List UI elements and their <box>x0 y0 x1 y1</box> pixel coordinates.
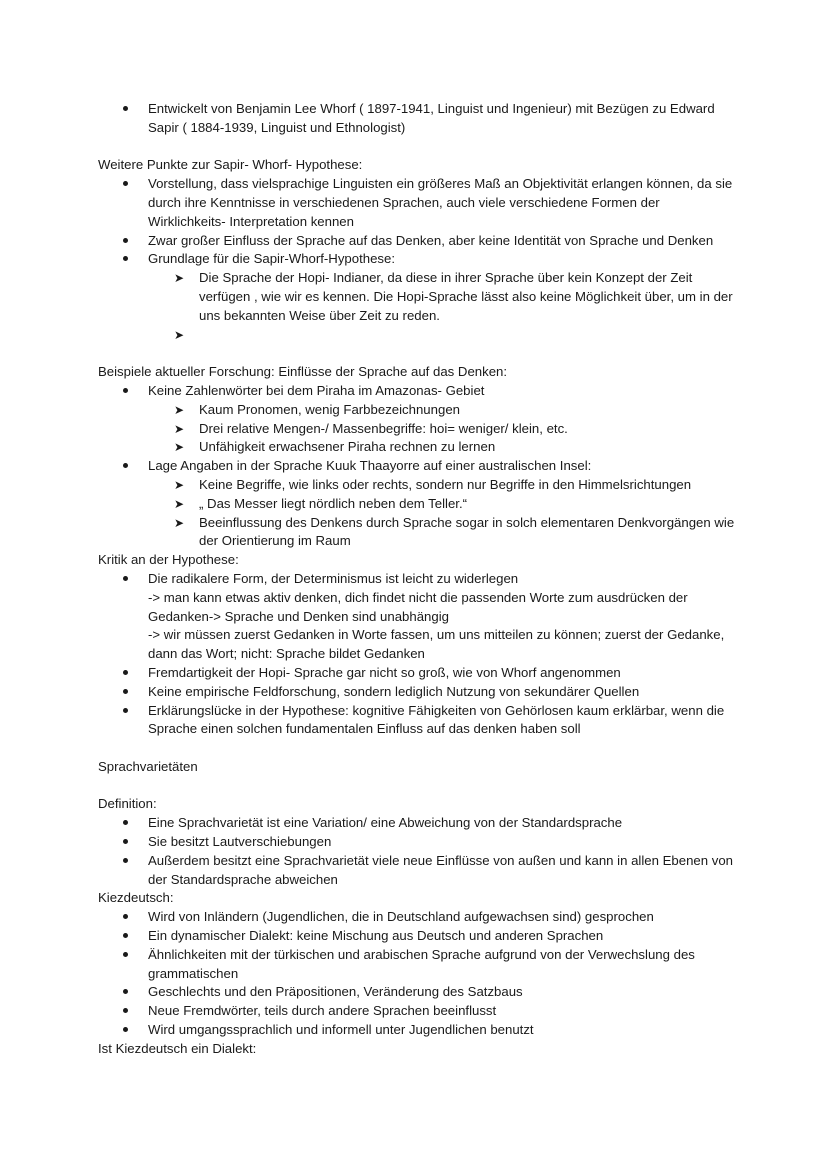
bullet-icon <box>123 250 137 269</box>
list-item: Ein dynamischer Dialekt: keine Mischung aus Deutsch und anderen Sprachen <box>98 927 738 946</box>
spacer <box>98 739 738 758</box>
bullet-icon <box>123 175 137 194</box>
list-item: Wird umgangssprachlich und informell unter Jugendlichen benutzt <box>98 1021 738 1040</box>
list-item: Neue Fremdwörter, teils durch andere Sprachen beeinflusst <box>98 1002 738 1021</box>
arrow-bullet-icon: ➤ <box>174 477 185 492</box>
list-item: Wird von Inländern (Jugendlichen, die in Deutschland aufgewachsen sind) gesprochen <box>98 908 738 927</box>
spacer <box>98 777 738 796</box>
bullet-icon <box>123 1021 137 1040</box>
sub-list-item: ➤ Kaum Pronomen, wenig Farbbezeichnungen <box>98 401 738 420</box>
list-item-continuation: -> wir müssen zuerst Gedanken in Worte fassen, um uns mitteilen zu können; zuerst der Gedanke, dann das Wort; nicht: Sprache bildet Gedanken <box>148 627 725 662</box>
list-item: Ähnlichkeiten mit der türkischen und arabischen Sprache aufgrund von der Verwechslung des grammatischen <box>98 946 738 984</box>
section-heading: Ist Kiezdeutsch ein Dialekt: <box>98 1040 257 1056</box>
spacer <box>98 344 738 363</box>
bullet-icon <box>123 833 137 852</box>
section-heading: Kiezdeutsch: <box>98 890 174 906</box>
bullet-icon <box>123 570 137 589</box>
list-item: Keine Zahlenwörter bei dem Piraha im Amazonas- Gebiet <box>98 382 738 401</box>
bullet-icon <box>123 814 137 833</box>
list-item: Zwar großer Einfluss der Sprache auf das Denken, aber keine Identität von Sprache und Denken <box>98 232 738 251</box>
list-item: Erklärungslücke in der Hypothese: kognitive Fähigkeiten von Gehörlosen kaum erklärbar, wenn die Sprache einen solchen fundamentalen Einfluss auf das denken haben soll <box>98 702 738 740</box>
arrow-bullet-icon: ➤ <box>174 271 185 286</box>
bullet-icon <box>123 382 137 401</box>
bullet-icon <box>123 664 137 683</box>
sub-list-item <box>98 326 738 345</box>
bullet-icon <box>123 946 137 965</box>
list-item: Grundlage für die Sapir-Whorf-Hypothese: <box>98 250 738 269</box>
arrow-bullet-icon: ➤ <box>174 440 185 455</box>
section-heading: Sprachvarietäten <box>98 758 198 774</box>
section-heading: Definition: <box>98 796 157 812</box>
list-item: Sie besitzt Lautverschiebungen <box>98 833 738 852</box>
section-heading: Kritik an der Hypothese: <box>98 552 239 568</box>
sub-list-item: ➤ Die Sprache der Hopi- Indianer, da diese in ihrer Sprache über kein Konzept der Zeit verfügen , wie wir es kennen. Die Hopi-Sprache lässt also keine Möglichkeit über, um in der uns bekannten Weise über Zeit zu reden. <box>174 270 733 323</box>
bullet-icon <box>123 908 137 927</box>
sub-list-item: ➤ Keine Begriffe, wie links oder rechts, sondern nur Begriffe in den Himmelsrichtungen <box>98 476 738 495</box>
list-item: Lage Angaben in der Sprache Kuuk Thaayorre auf einer australischen Insel: <box>98 457 738 476</box>
arrow-bullet-icon: ➤ <box>174 515 185 530</box>
list-item: Eine Sprachvarietät ist eine Variation/ eine Abweichung von der Standardsprache <box>98 814 738 833</box>
bullet-icon <box>123 683 137 702</box>
arrow-bullet-icon: ➤ <box>174 402 185 417</box>
sub-list-item: ➤ Unfähigkeit erwachsener Piraha rechnen zu lernen <box>98 438 738 457</box>
list-item: Geschlechts und den Präpositionen, Veränderung des Satzbaus <box>98 983 738 1002</box>
list-item: Außerdem besitzt eine Sprachvarietät viele neue Einflüsse von außen und kann in allen Ebenen von der Standardsprache abweichen <box>98 852 738 890</box>
document-body <box>98 100 738 1059</box>
bullet-icon <box>123 1002 137 1021</box>
list-item: Keine empirische Feldforschung, sondern lediglich Nutzung von sekundärer Quellen <box>98 683 738 702</box>
list-item: Vorstellung, dass vielsprachige Linguisten ein größeres Maß an Objektivität erlangen können, da sie durch ihre Kenntnisse in verschiedenen Sprachen, auch viele verschiedene Formen der Wirklichkeits- Interpretation kennen <box>98 175 738 231</box>
bullet-icon <box>123 983 137 1002</box>
arrow-bullet-icon: ➤ <box>174 496 185 511</box>
list-item: Die radikalere Form, der Determinismus ist leicht zu widerlegen -> man kann etwas aktiv denken, dich findet nicht die passenden Worte zum ausdrücken der Gedanken-> Sprache und Denken sind unabhängig -> wir müssen zuerst Gedanken in Worte fassen, um uns mitteilen zu können; zuerst der Gedanke, dann das Wort; nicht: Sprache bildet Gedanken <box>98 570 738 664</box>
sub-list-item: ➤ „ Das Messer liegt nördlich neben dem Teller.“ <box>98 495 738 514</box>
list-item: Entwickelt von Benjamin Lee Whorf ( 1897-1941, Linguist und Ingenieur) mit Bezügen zu Edward Sapir ( 1884-1939, Linguist und Ethnologist) <box>98 100 738 138</box>
spacer <box>98 138 738 157</box>
sub-list-item: ➤ Beeinflussung des Denkens durch Sprache sogar in solch elementaren Denkvorgängen wie der Orientierung im Raum <box>174 514 735 549</box>
section-heading: Beispiele aktueller Forschung: Einflüsse der Sprache auf das Denken: <box>98 364 508 380</box>
bullet-icon <box>123 702 137 721</box>
bullet-icon <box>123 927 137 946</box>
bullet-icon <box>123 232 137 251</box>
arrow-bullet-icon: ➤ <box>174 327 185 342</box>
section-heading: Weitere Punkte zur Sapir- Whorf- Hypothese: <box>98 157 363 173</box>
list-item: Fremdartigkeit der Hopi- Sprache gar nicht so groß, wie von Whorf angenommen <box>98 664 738 683</box>
sub-list-item: ➤ Drei relative Mengen-/ Massenbegriffe: hoi= weniger/ klein, etc. <box>98 420 738 439</box>
bullet-icon <box>123 457 137 476</box>
arrow-bullet-icon: ➤ <box>174 421 185 436</box>
list-item-continuation: -> man kann etwas aktiv denken, dich findet nicht die passenden Worte zum ausdrücken der Gedanken-> Sprache und Denken sind unabhängig <box>148 589 688 624</box>
bullet-icon <box>123 100 137 119</box>
bullet-icon <box>123 852 137 871</box>
